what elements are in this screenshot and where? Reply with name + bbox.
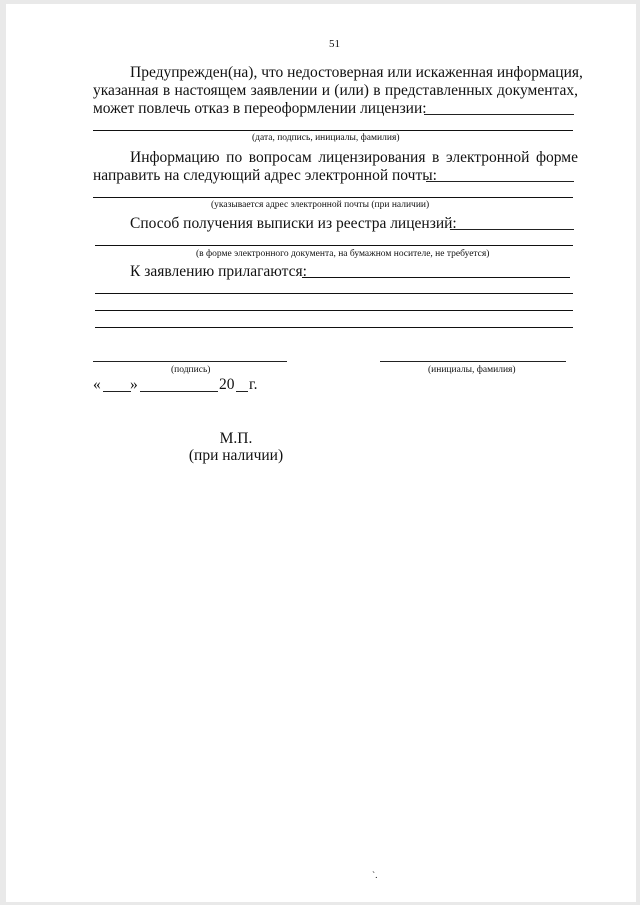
warning-line-1: Предупрежден(на), что недостоверная или искаженная информация, (130, 64, 583, 81)
warning-caption: (дата, подпись, инициалы, фамилия) (252, 133, 400, 143)
email-caption: (указывается адрес электронной почты (при наличии) (211, 200, 430, 210)
signature-caption: (подпись) (171, 365, 211, 375)
email-line-1: Информацию по вопросам лицензирования в электронной форме (130, 149, 578, 166)
extract-field[interactable] (95, 245, 573, 246)
extract-caption: (в форме электронного документа, на бумажном носителе, не требуется) (196, 249, 490, 259)
page-number: 51 (329, 38, 340, 50)
email-inline-field[interactable] (426, 181, 574, 182)
warning-inline-field[interactable] (424, 114, 574, 115)
date-year: 20 (219, 376, 235, 393)
extract-label: Способ получения выписки из реестра лицензий: (130, 215, 457, 232)
warning-signature-field[interactable] (93, 130, 573, 131)
stamp-note: (при наличии) (188, 447, 284, 464)
signature-field[interactable] (93, 361, 287, 362)
date-day-field[interactable] (103, 391, 131, 392)
attachments-label: К заявлению прилагаются: (130, 263, 307, 280)
attachments-line-3[interactable] (95, 327, 573, 328)
name-caption: (инициалы, фамилия) (428, 365, 516, 375)
email-line-2: направить на следующий адрес электронной почты: (93, 167, 437, 184)
date-suffix: г. (249, 376, 258, 393)
email-field[interactable] (93, 197, 573, 198)
warning-line-3: может повлечь отказ в переоформлении лицензии: (93, 100, 427, 117)
attachments-line-1[interactable] (95, 293, 573, 294)
extract-inline-field[interactable] (450, 229, 574, 230)
attachments-inline-field[interactable] (302, 277, 570, 278)
document-page (6, 4, 636, 902)
date-close-quote: » (130, 376, 138, 393)
date-open-quote: « (93, 376, 101, 393)
warning-line-2: указанная в настоящем заявлении и (или) в представленных документах, (93, 82, 578, 99)
date-year-field[interactable] (236, 391, 248, 392)
attachments-line-2[interactable] (95, 310, 573, 311)
footer-mark: `. (372, 871, 378, 881)
stamp-label: М.П. (219, 430, 253, 447)
date-month-field[interactable] (140, 391, 218, 392)
name-field[interactable] (380, 361, 566, 362)
